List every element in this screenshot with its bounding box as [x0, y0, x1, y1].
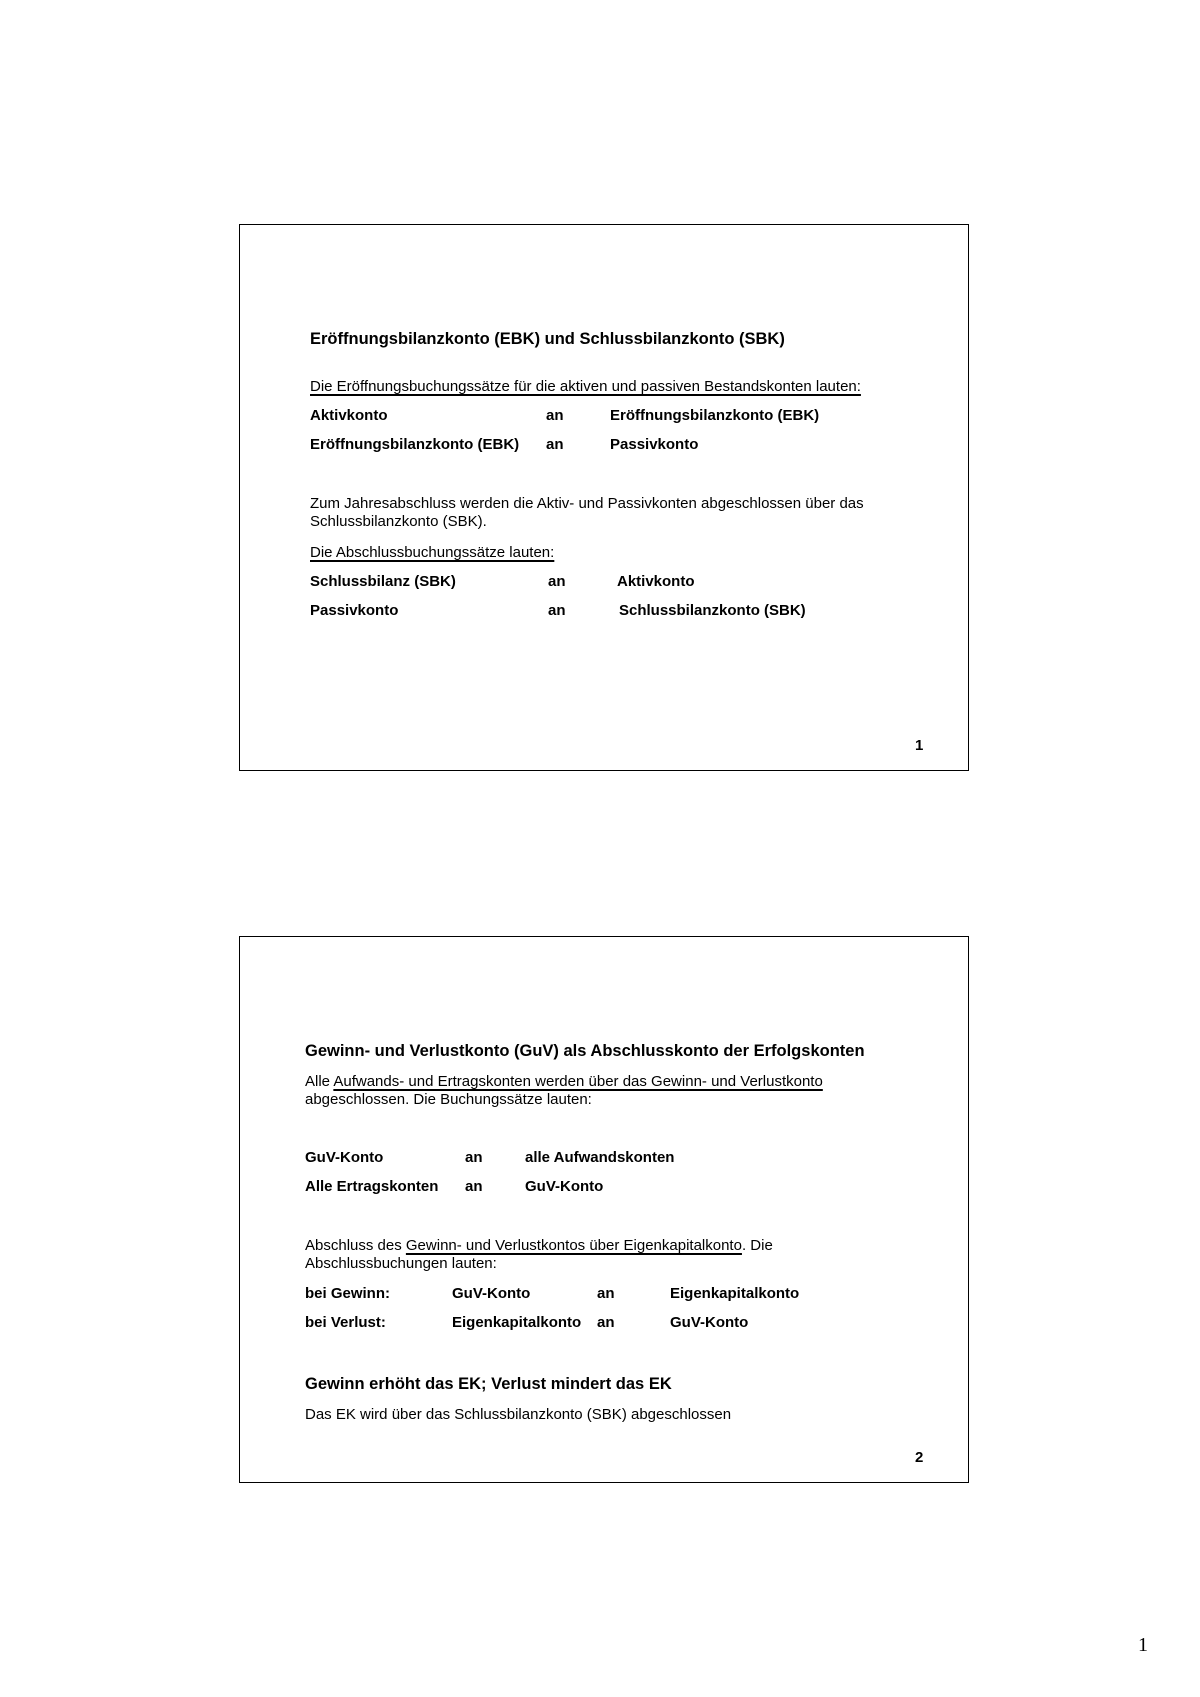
entry-an: an	[597, 1314, 615, 1331]
page-number: 1	[1138, 1634, 1148, 1656]
entry-credit: GuV-Konto	[525, 1178, 604, 1195]
slide-2-subtitle: Gewinn erhöht das EK; Verlust mindert das EK	[305, 1375, 672, 1393]
entry-debit: GuV-Konto	[452, 1285, 531, 1302]
entry-an: an	[597, 1285, 615, 1302]
entry-credit: GuV-Konto	[670, 1314, 749, 1331]
entry-debit: Passivkonto	[310, 602, 399, 619]
entry-an: an	[546, 407, 564, 424]
entry-credit: Aktivkonto	[617, 573, 695, 590]
entry-debit: Alle Ertragskonten	[305, 1178, 439, 1195]
entry-an: an	[548, 602, 566, 619]
entry-debit: Eigenkapitalkonto	[452, 1314, 582, 1331]
entry-credit: alle Aufwandskonten	[525, 1149, 675, 1166]
entry-an: an	[465, 1149, 483, 1166]
slide-number: 1	[915, 737, 924, 754]
closing-heading: Die Abschlussbuchungssätze lauten:	[310, 544, 555, 561]
slide-2	[239, 936, 969, 1483]
closing-text-end: . Die	[741, 1237, 773, 1254]
intro-underlined: Aufwands- und Ertragskonten werden über das Gewinn- und Verlustkonto	[333, 1073, 823, 1090]
entry-debit: Schlussbilanz (SBK)	[310, 573, 456, 590]
entry-an: an	[548, 573, 566, 590]
entry-case: bei Verlust:	[305, 1314, 386, 1331]
slide-2-footer-text: Das EK wird über das Schlussbilanzkonto (SBK) abgeschlossen	[305, 1406, 732, 1423]
entry-case: bei Gewinn:	[305, 1285, 391, 1302]
intro-text-2: abgeschlossen. Die Buchungssätze lauten:	[305, 1091, 592, 1108]
entry-an: an	[546, 436, 564, 453]
closing-text-2: Abschlussbuchungen lauten:	[305, 1255, 497, 1272]
entry-credit: Eröffnungsbilanzkonto (EBK)	[610, 407, 820, 424]
slide-2-intro	[305, 1073, 945, 1109]
closing-text: Zum Jahresabschluss werden die Aktiv- und Passivkonten abgeschlossen über das Schlussbilanzkonto (SBK).	[310, 495, 864, 530]
entry-credit: Eigenkapitalkonto	[670, 1285, 800, 1302]
slide-1	[239, 224, 969, 771]
entry-credit: Schlussbilanzkonto (SBK)	[619, 602, 806, 619]
slide-2-title: Gewinn- und Verlustkonto (GuV) als Abschlusskonto der Erfolgskonten	[305, 1042, 865, 1060]
entry-debit: Aktivkonto	[310, 407, 388, 424]
entry-credit: Passivkonto	[610, 436, 699, 453]
entry-debit: GuV-Konto	[305, 1149, 384, 1166]
closing-underlined: Gewinn- und Verlustkontos über Eigenkapitalkonto	[405, 1237, 742, 1254]
slide-1-intro: Die Eröffnungsbuchungssätze für die aktiven und passiven Bestandskonten lauten:	[310, 378, 861, 395]
slide-2-closing	[305, 1237, 945, 1273]
slide-1-title: Eröffnungsbilanzkonto (EBK) und Schlussbilanzkonto (SBK)	[310, 330, 785, 348]
entry-an: an	[465, 1178, 483, 1195]
slide-number: 2	[915, 1449, 924, 1466]
intro-text: Alle	[305, 1073, 334, 1090]
closing-text: Abschluss des	[305, 1237, 406, 1254]
entry-debit: Eröffnungsbilanzkonto (EBK)	[310, 436, 520, 453]
